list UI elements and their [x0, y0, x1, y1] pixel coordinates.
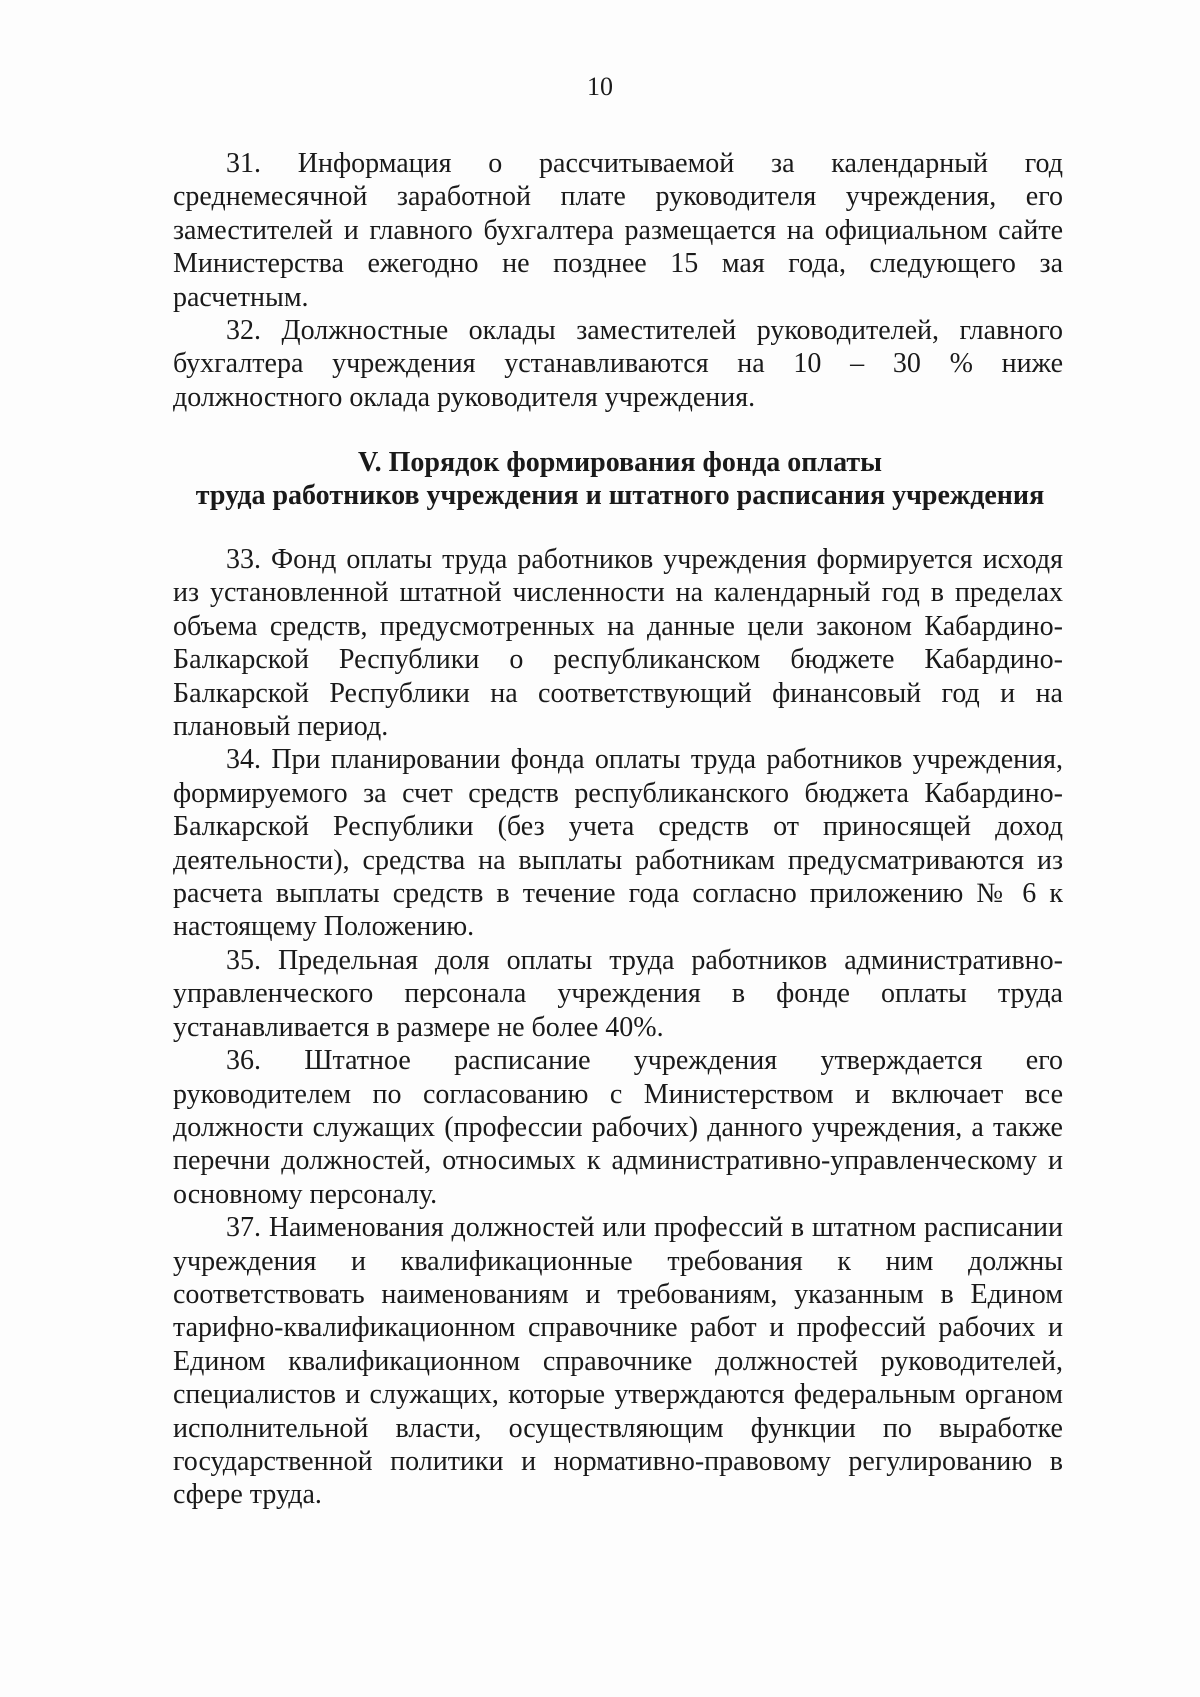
paragraphs-section	[173, 543, 1063, 1512]
section-title-line-2: труда работников учреждения и штатного расписания учреждения	[195, 480, 1045, 511]
paragraph-33: 33. Фонд оплаты труда работников учреждения формируется исходя из установленной штатной численности на календарный год в пределах объема средств, предусмотренных на данные цели законом Кабардино-Балкарской Республики о республиканском бюджете Кабардино-Балкарской Республики на соответствующий финансовый год и на плановый период.	[173, 544, 1063, 743]
paragraph-32: 32. Должностные оклады заместителей руководителей, главного бухгалтера учреждения устанавливаются на 10 – 30 % ниже должностного оклада руководителя учреждения.	[173, 315, 1063, 413]
paragraph-35: 35. Предельная доля оплаты труда работников административно-управленческого персонала учреждения в фонде оплаты труда устанавливается в размере не более 40%.	[173, 944, 1063, 1043]
section-heading	[150, 446, 1090, 512]
paragraph-31: 31. Информация о рассчитываемой за календарный год среднемесячной заработной плате руководителя учреждения, его заместителей и главного бухгалтера размещается на официальном сайте Министерства ежегодно не позднее 15 мая года, следующего за расчетным.	[173, 148, 1063, 313]
paragraph-34: 34. При планировании фонда оплаты труда работников учреждения, формируемого за счет средств республиканского бюджета Кабардино-Балкарской Республики (без учета средств от приносящей доход деятельности), средства на выплаты работникам предусматриваются из расчета выплаты средств в течение года согласно приложению № 6 к настоящему Положению.	[173, 744, 1063, 943]
paragraph-37: 37. Наименования должностей или профессий в штатном расписании учреждения и квалификационные требования к ним должны соответствовать наименованиям и требованиям, указанным в Едином тарифно-квалификационном справочнике работ и профессий рабочих и Едином квалификационном справочнике должностей руководителей, специалистов и служащих, которые утверждаются федеральным органом исполнительной власти, осуществляющим функции по выработке государственной политики и нормативно-правовому регулированию в сфере труда.	[173, 1212, 1063, 1511]
paragraph-36: 36. Штатное расписание учреждения утверждается его руководителем по согласованию с Министерством и включает все должности служащих (профессии рабочих) данного учреждения, а также перечни должностей, относимых к административно-управленческому и основному персоналу.	[173, 1045, 1063, 1210]
page-number: 10	[587, 72, 613, 101]
section-title-line-1: V. Порядок формирования фонда оплаты	[358, 447, 882, 478]
paragraphs-top	[173, 147, 1063, 414]
